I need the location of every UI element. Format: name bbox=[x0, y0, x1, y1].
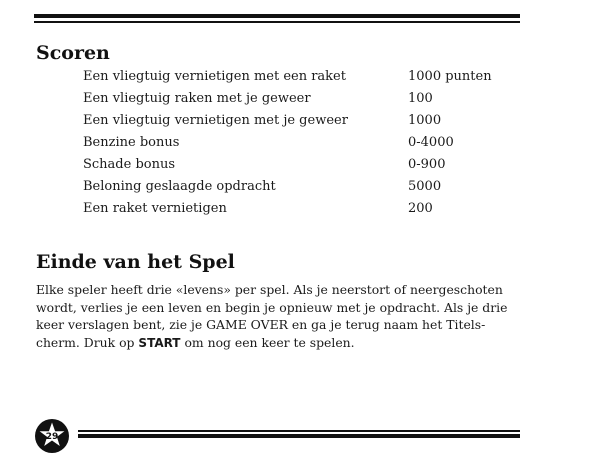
score-row bbox=[83, 66, 513, 88]
score-row bbox=[83, 198, 513, 220]
page-number: 29 bbox=[45, 432, 59, 442]
score-label: Schade bonus bbox=[83, 157, 176, 172]
score-row bbox=[83, 154, 513, 176]
start-keyword: START bbox=[138, 335, 181, 350]
score-value: 1000 punten bbox=[408, 69, 492, 84]
page-number-badge bbox=[34, 418, 70, 454]
score-value: 0-4000 bbox=[408, 135, 454, 150]
top-divider bbox=[34, 14, 520, 25]
scoring-table bbox=[83, 66, 513, 220]
score-label: Benzine bonus bbox=[83, 135, 180, 150]
scoring-heading: Scoren bbox=[36, 42, 110, 64]
score-value: 200 bbox=[408, 201, 433, 216]
paragraph-line: keer verslagen bent, zie je GAME OVER en ga je terug naam het Titels- bbox=[36, 317, 486, 332]
score-label: Een vliegtuig vernietigen met je geweer bbox=[83, 113, 348, 128]
score-row bbox=[83, 110, 513, 132]
score-row bbox=[83, 88, 513, 110]
last-line-before: cherm. Druk op bbox=[36, 334, 139, 350]
bottom-divider bbox=[78, 430, 520, 441]
paragraph-line-last bbox=[36, 334, 526, 353]
score-value: 0-900 bbox=[408, 157, 446, 172]
last-line-after: om nog een keer te spelen. bbox=[180, 334, 355, 350]
game-end-heading: Einde van het Spel bbox=[36, 251, 235, 273]
score-label: Een vliegtuig vernietigen met een raket bbox=[83, 69, 346, 84]
score-value: 5000 bbox=[408, 179, 442, 194]
score-row bbox=[83, 176, 513, 198]
paragraph-line: wordt, verlies je een leven en begin je opnieuw met je opdracht. Als je drie bbox=[36, 299, 508, 315]
score-value: 1000 bbox=[408, 113, 442, 128]
score-label: Beloning geslaagde opdracht bbox=[83, 179, 276, 194]
score-row bbox=[83, 132, 513, 154]
score-label: Een raket vernietigen bbox=[83, 201, 227, 216]
score-value: 100 bbox=[408, 91, 433, 106]
paragraph-line: Elke speler heeft drie «levens» per spel. Als je neerstort of neergeschoten bbox=[36, 282, 503, 297]
score-label: Een vliegtuig raken met je geweer bbox=[83, 91, 311, 106]
game-end-paragraph bbox=[36, 281, 526, 352]
